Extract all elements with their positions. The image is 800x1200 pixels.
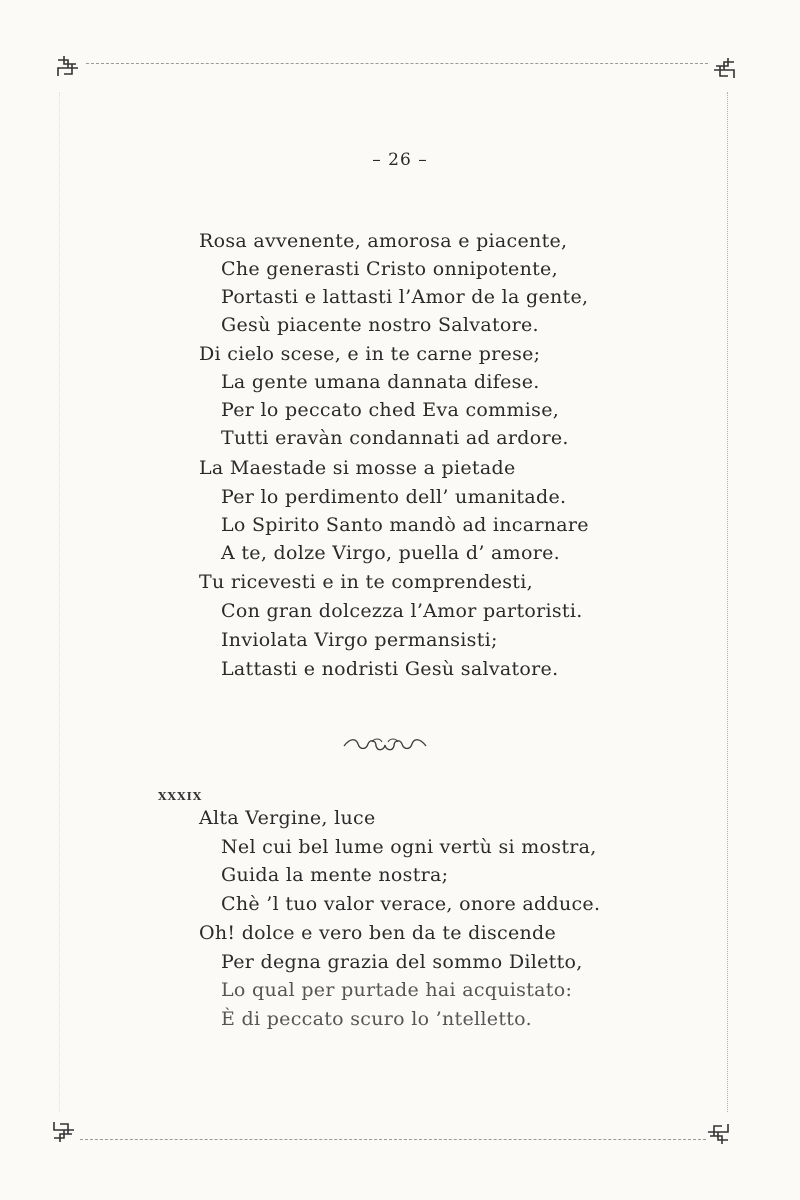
poem-line: Per degna grazia del sommo Diletto, (221, 951, 583, 973)
poem-line: Lattasti e nodristi Gesù salvatore. (221, 658, 559, 680)
poem-line: Per lo perdimento dell’ umanitade. (221, 486, 567, 508)
left-border-line (59, 92, 60, 1112)
poem-line: Per lo peccato ched Eva commise, (221, 399, 560, 421)
poem-line: A te, dolze Virgo, puella d’ amore. (221, 542, 560, 564)
poem-line: Oh! dolce e vero ben da te discende (199, 922, 557, 944)
corner-ornament-top-right (710, 56, 738, 84)
poem-line: Lo Spirito Santo mandò ad incarnare (221, 514, 589, 536)
poem-line: Portasti e lattasti l’Amor de la gente, (221, 286, 589, 308)
poem-line: Lo qual per purtade hai acquistato: (221, 979, 573, 1001)
poem-line: Che generasti Cristo onnipotente, (221, 258, 558, 280)
poem-line: È di peccato scuro lo ’ntelletto. (221, 1008, 532, 1030)
poem-line: Tu ricevesti e in te comprendesti, (199, 571, 533, 593)
section-number: XXXIX (158, 790, 203, 803)
poem-line: Gesù piacente nostro Salvatore. (221, 314, 539, 336)
page-number: – 26 – (372, 150, 428, 170)
poem-line: Tutti eravàn condannati ad ardore. (221, 427, 569, 449)
poem-line: La gente umana dannata difese. (221, 371, 540, 393)
poem-line: Di cielo scese, e in te carne prese; (199, 343, 541, 365)
poem-line: Inviolata Virgo permansisti; (221, 629, 498, 651)
poem-line: Alta Vergine, luce (199, 807, 376, 829)
poem-line: Rosa avvenente, amorosa e piacente, (199, 230, 568, 252)
corner-ornament-bottom-right (704, 1118, 732, 1146)
ornament-divider (340, 734, 430, 758)
poem-line: Guida la mente nostra; (221, 864, 449, 886)
bottom-border-line (80, 1139, 706, 1140)
corner-ornament-bottom-left (50, 1116, 78, 1144)
top-border-line (86, 63, 708, 64)
poem-line: Nel cui bel lume ogni vertù si mostra, (221, 836, 597, 858)
poem-line: Con gran dolcezza l’Amor partoristi. (221, 600, 583, 622)
corner-ornament-top-left (54, 54, 82, 82)
right-border-line (727, 92, 728, 1112)
poem-line: Chè ’l tuo valor verace, onore adduce. (221, 893, 601, 915)
poem-line: La Maestade si mosse a pietade (199, 457, 516, 479)
